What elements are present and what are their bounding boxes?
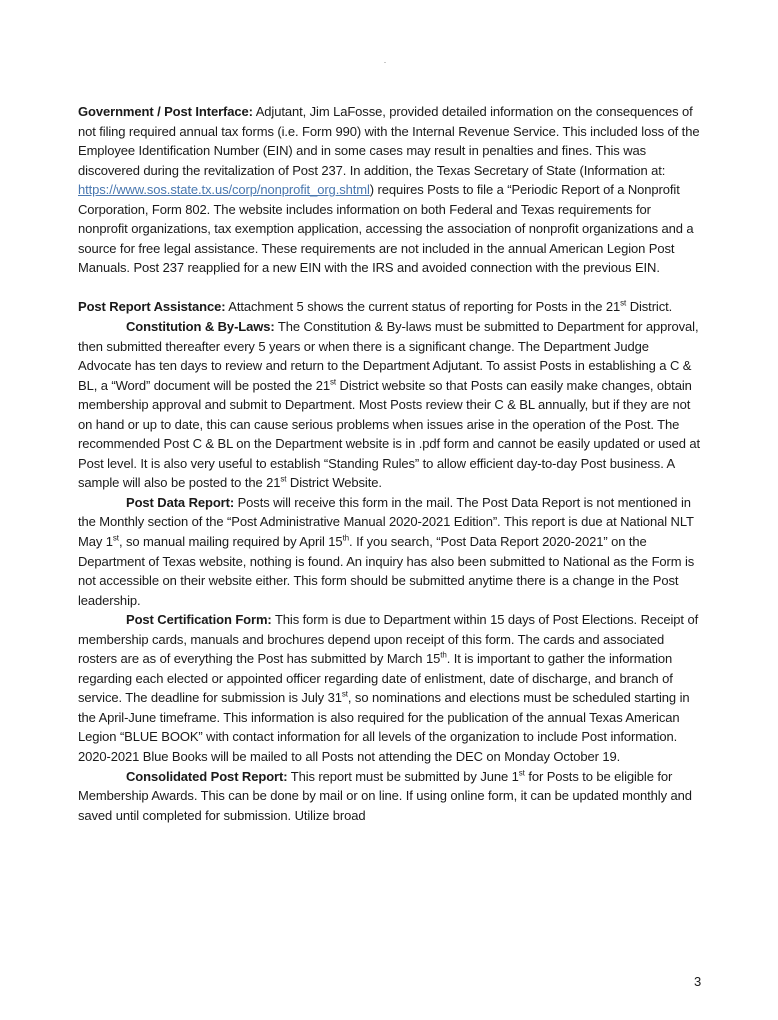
page-number: 3 xyxy=(694,974,702,989)
certification-heading: Post Certification Form: xyxy=(126,612,272,628)
post-data-text-end: . If you search, “Post Data Report 2020-2021” on the Department of Texas website, nothing is found. An inquiry has also been submitted to National as the Form is not accessible on their website either. This form should be submitted anytime there is a change in the Post leadership. xyxy=(78,533,695,608)
superscript: th xyxy=(440,650,447,660)
constitution-heading: Constitution & By-Laws: xyxy=(126,318,275,334)
certification-paragraph xyxy=(78,610,703,766)
superscript: st xyxy=(330,377,337,387)
report-assistance-heading: Post Report Assistance: xyxy=(78,299,226,315)
consolidated-text: This report must be submitted by June 1 xyxy=(290,768,519,784)
consolidated-paragraph xyxy=(78,767,703,826)
superscript: st xyxy=(518,768,525,778)
constitution-paragraph xyxy=(78,317,703,493)
government-paragraph xyxy=(78,102,703,278)
post-data-paragraph xyxy=(78,493,703,610)
government-text: Adjutant, Jim LaFosse, provided detailed information on the consequences of not filing required annual tax forms (i.e. Form 990) with the Internal Revenue Service. This included loss of the Employee Identification Number (EIN) and in some cases may result in penalties and fines. This was discovered during the revitalization of Post 237. In addition, the Texas Secretary of State (Information at: xyxy=(78,104,700,178)
report-assistance-text-cont: District. xyxy=(629,299,673,315)
government-heading: Government / Post Interface: xyxy=(78,104,253,119)
report-assistance-text: Attachment 5 shows the current status of reporting for Posts in the 21 xyxy=(228,299,621,315)
constitution-text-end: District Website. xyxy=(289,475,382,491)
constitution-text-cont: District website so that Posts can easily make changes, obtain membership approval and submit to Department. Most Posts review their C & BL annually, but if they are not on hand or up to date, this can cause serious problems when issues arise in the operation of the Post. The recommended Post C & BL on the Department website is in .pdf form and cannot be easily updated or used at Post level. It is also very useful to establish “Standing Rules” to allow efficient day-to-day Post business. A sample will also be posted to the 21 xyxy=(78,377,701,491)
post-data-text: Posts will receive this form in the mail. The Post Data Report is not mentioned in the Monthly section of the “Post Administrative Manual 2020-2021 Edition”. This report is due at National NLT May 1 xyxy=(78,494,694,549)
government-text-cont: ) requires Posts to file a “Periodic Report of a Nonprofit Corporation, Form 802. The website includes information on both Federal and Texas requirements for nonprofit organizations, tax exemption application, accessing the association of nonprofit organizations and a source for free legal assistance. These requirements are not included in the annual American Legion Post Manuals. Post 237 reapplied for a new EIN with the IRS and avoided connection with the previous EIN. xyxy=(78,182,694,276)
paragraph-gap xyxy=(78,278,703,298)
post-data-text-cont: , so manual mailing required by April 15 xyxy=(118,533,343,549)
certification-text-cont: . It is important to gather the information regarding each elected or appointed officer regarding date of enlistment, date of discharge, and branch of service. The deadline for submission is July 31 xyxy=(78,651,673,706)
superscript: th xyxy=(342,533,350,543)
sos-link[interactable]: https://www.sos.state.tx.us/corp/nonprofit_org.shtml xyxy=(78,182,370,198)
document-body xyxy=(78,102,703,825)
constitution-text: The Constitution & By-laws must be submitted to Department for approval, then submitted thereafter every 5 years or when there is a significant change. The Department Judge Advocate has ten days to review and return to the Department Adjutant. To assist Posts in establishing a C & BL, a “Word” document will be posted the 21 xyxy=(78,318,699,393)
certification-text: This form is due to Department within 15 days of Post Elections. Receipt of membership cards, manuals and brochures depend upon receipt of this form. The cards and associated rosters are as of everything the Post has submitted by March 15 xyxy=(78,612,699,667)
superscript: st xyxy=(112,533,119,543)
superscript: st xyxy=(341,690,348,700)
superscript: st xyxy=(280,475,287,485)
consolidated-text-cont: for Posts to be eligible for Membership Awards. This can be done by mail or on line. If using online form, it can be updated monthly and saved until completed for submission. Utilize broad xyxy=(78,768,692,823)
post-data-heading: Post Data Report: xyxy=(126,494,235,510)
consolidated-heading: Consolidated Post Report: xyxy=(126,768,288,784)
scan-speck xyxy=(384,62,386,63)
certification-text-end: , so nominations and elections must be scheduled starting in the April-June timeframe. This information is also required for the publication of the annual Texas American Legion “BLUE BOOK” with contact information for all levels of the organization to include Post information. 2020-2021 Blue Books will be mailed to all Posts not attending the DEC on Monday October 19. xyxy=(78,690,690,764)
report-assistance-paragraph xyxy=(78,297,703,317)
superscript: st xyxy=(620,299,627,309)
